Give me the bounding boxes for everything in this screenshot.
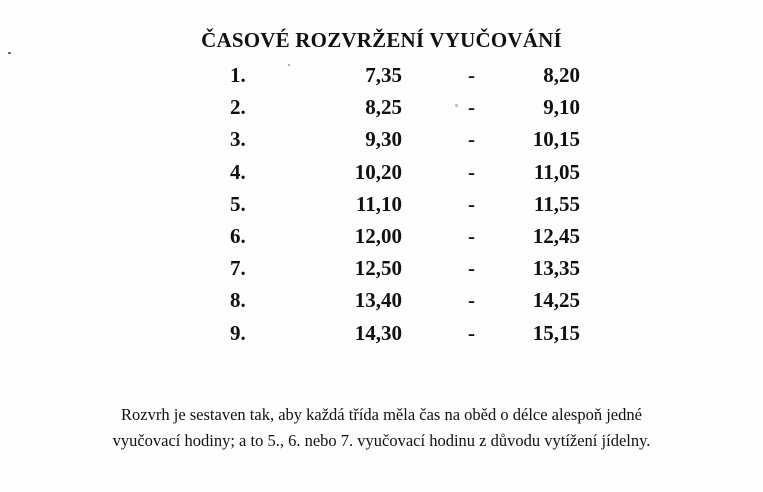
time-separator: - xyxy=(468,127,475,152)
lesson-number: 5. xyxy=(230,191,246,216)
lesson-start-time: 14,30 xyxy=(354,320,402,345)
lesson-end-time: 11,05 xyxy=(533,159,580,184)
lesson-start-time: 8,25 xyxy=(365,95,402,120)
lesson-start-time: 7,35 xyxy=(365,63,402,87)
lesson-end-time: 11,55 xyxy=(533,191,580,216)
lesson-start-time: 10,20 xyxy=(354,159,402,184)
time-separator: - xyxy=(468,256,475,281)
lesson-number: 2. xyxy=(230,95,246,120)
lesson-start-time: 12,50 xyxy=(354,256,402,281)
time-separator: - xyxy=(468,95,475,120)
lunch-note-line-1: Rozvrh je sestaven tak, aby každá třída měla čas na oběd o délce alespoň jedné xyxy=(121,405,642,424)
lesson-row xyxy=(0,92,763,124)
time-separator: - xyxy=(468,288,475,313)
lesson-start-time: 11,10 xyxy=(355,191,402,216)
lesson-end-time: 13,35 xyxy=(532,256,580,281)
lesson-schedule xyxy=(0,60,763,350)
lunch-note-line-2: vyučovací hodiny; a to 5., 6. nebo 7. vyučovací hodinu z důvodu vytížení jídelny. xyxy=(112,431,651,450)
lesson-end-time: 10,15 xyxy=(532,127,580,152)
lesson-number: 3. xyxy=(230,127,246,152)
lesson-end-time: 14,25 xyxy=(532,288,580,313)
lesson-row xyxy=(0,285,763,317)
lesson-number: 6. xyxy=(230,223,246,248)
lesson-row xyxy=(0,189,763,221)
lesson-row xyxy=(0,221,763,253)
lesson-number: 8. xyxy=(230,288,246,313)
time-separator: - xyxy=(468,191,475,216)
lesson-number: 1. xyxy=(230,63,246,87)
lesson-row xyxy=(0,318,763,350)
lesson-end-time: 12,45 xyxy=(532,223,580,248)
lesson-start-time: 9,30 xyxy=(365,127,402,152)
lesson-row xyxy=(0,157,763,189)
time-separator: - xyxy=(468,223,475,248)
lesson-end-time: 8,20 xyxy=(543,63,580,87)
schedule-title: ČASOVÉ ROZVRŽENÍ VYUČOVÁNÍ xyxy=(201,28,562,52)
time-separator: - xyxy=(468,159,475,184)
time-separator: - xyxy=(468,63,475,87)
lesson-number: 4. xyxy=(230,159,246,184)
lesson-row xyxy=(0,253,763,285)
lesson-row xyxy=(0,60,763,92)
lesson-end-time: 15,15 xyxy=(532,320,580,345)
lesson-end-time: 9,10 xyxy=(543,95,580,120)
lesson-row xyxy=(0,124,763,156)
lunch-note xyxy=(40,402,723,454)
lesson-start-time: 12,00 xyxy=(354,223,402,248)
lesson-number: 9. xyxy=(230,320,246,345)
time-separator: - xyxy=(468,320,475,345)
lesson-number: 7. xyxy=(230,256,246,281)
lesson-start-time: 13,40 xyxy=(354,288,402,313)
